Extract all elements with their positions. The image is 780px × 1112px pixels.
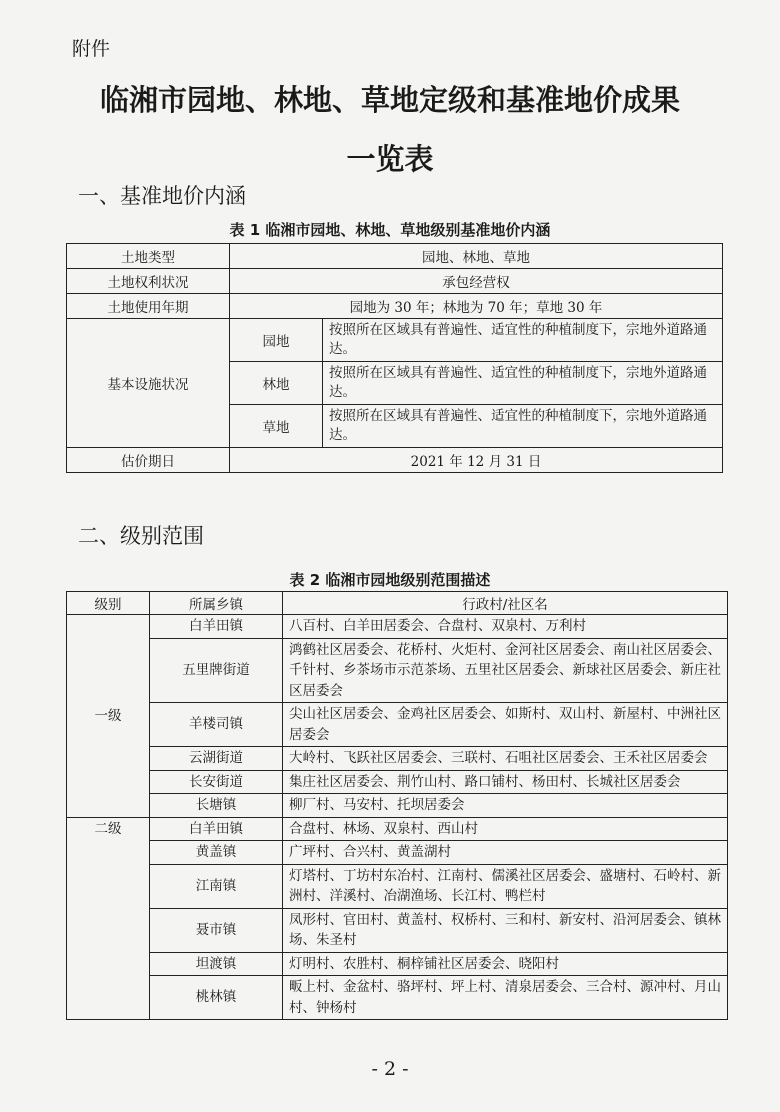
years-value: 园地为 30 年；林地为 70 年；草地 30 年 (230, 294, 723, 319)
land-type-value: 园地、林地、草地 (230, 244, 723, 269)
villages-cell: 大岭村、飞跃社区居委会、三联村、石咀社区居委会、王禾社区居委会 (283, 747, 728, 771)
villages-cell: 柳厂村、马安村、托坝居委会 (283, 794, 728, 818)
page-title-line1: 临湘市园地、林地、草地定级和基准地价成果 (99, 83, 680, 117)
infra-desc: 按照所在区域具有普遍性、适宜性的种植制度下，宗地外道路通达。 (323, 319, 723, 362)
level-label: 二级 (67, 817, 150, 1020)
table-row (67, 615, 728, 639)
infra-type: 草地 (230, 405, 323, 448)
table-row (67, 952, 728, 976)
table-row (67, 817, 728, 841)
villages-cell: 集庄社区居委会、荆竹山村、路口铺村、杨田村、长城社区居委会 (283, 770, 728, 794)
infra-type: 林地 (230, 362, 323, 405)
rights-label: 土地权利状况 (67, 269, 230, 294)
level-label: 一级 (67, 615, 150, 818)
section2-heading: 二、级别范围 (78, 524, 204, 548)
table-row (67, 269, 723, 294)
attachment-label: 附件 (72, 38, 111, 60)
page-title-line2: 一览表 (346, 142, 434, 176)
table2-caption: 表 2 临湘市园地级别范围描述 (289, 571, 491, 589)
infra-type: 园地 (230, 319, 323, 362)
table-row (67, 747, 728, 771)
villages-cell: 凤形村、官田村、黄盖村、权桥村、三和村、新安村、沿河居委会、镇林场、朱圣村 (283, 908, 728, 952)
header-town: 所属乡镇 (150, 592, 283, 615)
table-row (67, 638, 728, 703)
infra-desc: 按照所在区域具有普遍性、适宜性的种植制度下，宗地外道路通达。 (323, 362, 723, 405)
table1-caption: 表 1 临湘市园地、林地、草地级别基准地价内涵 (229, 221, 551, 239)
table-row (67, 908, 728, 952)
town-cell: 白羊田镇 (150, 817, 283, 841)
villages-cell: 鸿鹤社区居委会、花桥村、火炬村、金河社区居委会、南山社区居委会、千针村、乡茶场市示范茶场、五里社区居委会、新球社区居委会、新庄社区居委会 (283, 638, 728, 703)
table-row (67, 294, 723, 319)
villages-cell: 灯明村、农胜村、桐梓铺社区居委会、晓阳村 (283, 952, 728, 976)
table-row (67, 244, 723, 269)
page-number: - 2 - (371, 1058, 409, 1080)
table-row (67, 794, 728, 818)
section1-heading: 一、基准地价内涵 (78, 184, 246, 208)
villages-cell: 灯塔村、丁坊村东冶村、江南村、儒溪社区居委会、盛塘村、石岭村、新洲村、洋溪村、冶湖渔场、长江村、鸭栏村 (283, 864, 728, 908)
years-label: 土地使用年期 (67, 294, 230, 319)
town-cell: 桃林镇 (150, 976, 283, 1020)
town-cell: 云湖街道 (150, 747, 283, 771)
villages-cell: 尖山社区居委会、金鸡社区居委会、如斯村、双山村、新屋村、中洲社区居委会 (283, 703, 728, 747)
infra-desc: 按照所在区域具有普遍性、适宜性的种植制度下，宗地外道路通达。 (323, 405, 723, 448)
table-row (67, 770, 728, 794)
rights-value: 承包经营权 (230, 269, 723, 294)
town-cell: 江南镇 (150, 864, 283, 908)
town-cell: 黄盖镇 (150, 841, 283, 865)
table-row (67, 319, 723, 362)
town-cell: 长塘镇 (150, 794, 283, 818)
land-price-connotation-table (66, 243, 723, 473)
table-row (67, 448, 723, 473)
villages-cell: 广坪村、合兴村、黄盖湖村 (283, 841, 728, 865)
villages-cell: 合盘村、林场、双泉村、西山村 (283, 817, 728, 841)
table-header-row (67, 592, 728, 615)
table-row (67, 841, 728, 865)
town-cell: 白羊田镇 (150, 615, 283, 639)
town-cell: 长安街道 (150, 770, 283, 794)
table-row (67, 976, 728, 1020)
villages-cell: 畈上村、金盆村、骆坪村、坪上村、清泉居委会、三合村、源冲村、月山村、钟杨村 (283, 976, 728, 1020)
land-type-label: 土地类型 (67, 244, 230, 269)
infra-label: 基本设施状况 (67, 319, 230, 448)
town-cell: 坦渡镇 (150, 952, 283, 976)
date-label: 估价期日 (67, 448, 230, 473)
header-villages: 行政村/社区名 (283, 592, 728, 615)
header-level: 级别 (67, 592, 150, 615)
town-cell: 五里牌街道 (150, 638, 283, 703)
town-cell: 聂市镇 (150, 908, 283, 952)
table-row (67, 864, 728, 908)
garden-level-range-table (66, 591, 728, 1020)
villages-cell: 八百村、白羊田居委会、合盘村、双泉村、万利村 (283, 615, 728, 639)
town-cell: 羊楼司镇 (150, 703, 283, 747)
table-row (67, 703, 728, 747)
date-value: 2021 年 12 月 31 日 (230, 448, 723, 473)
